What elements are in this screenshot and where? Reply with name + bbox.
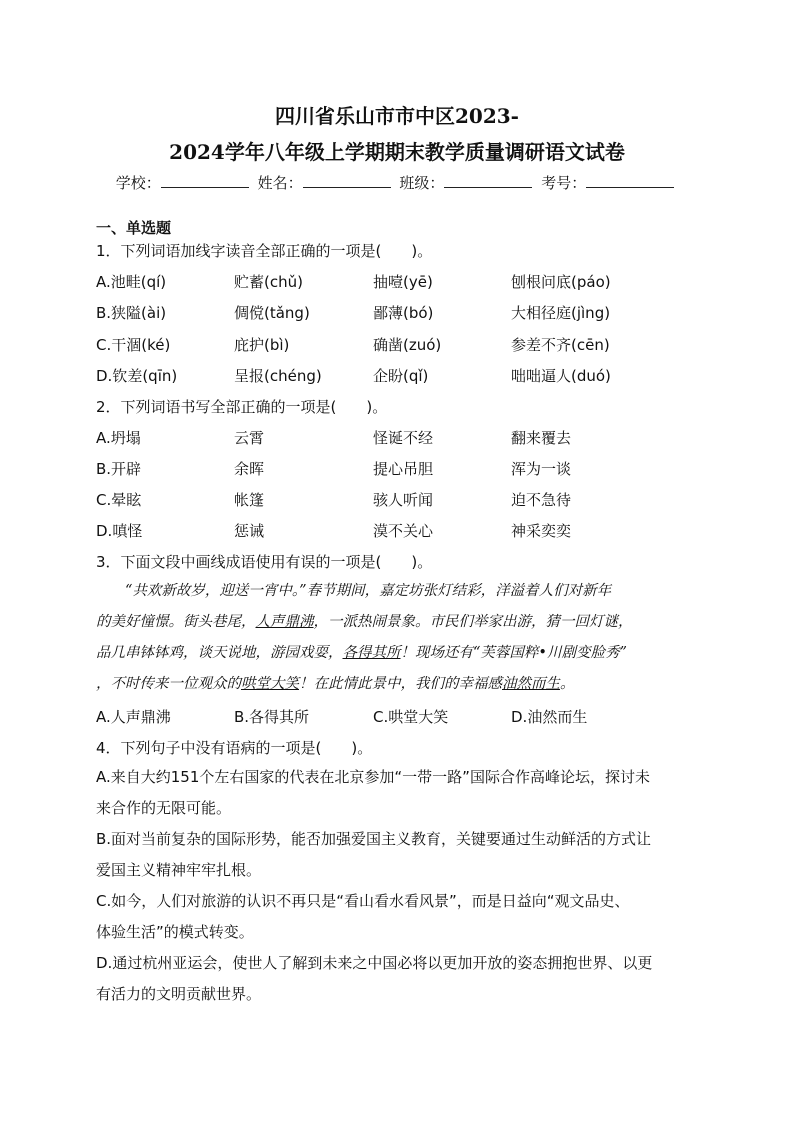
q2-b-3: 提心吊胆 [373,460,434,478]
underlined-idiom-2: 各得其所 [342,645,401,661]
q2-c-3: 骇人听闻 [373,491,434,509]
q1-b-4: 大相径庭(jìng) [511,304,611,322]
passage-text: ，一派热闹景象。市民们举家出游，猜一回灯谜， [313,614,633,630]
q1-c-2: 庇护(bì) [234,336,290,354]
exam-title-line1: 四川省乐山市市中区2023- [275,104,519,128]
q4-option-b-line2: 爱国主义精神牢牢扎根。 [96,861,262,879]
q2-a-4: 翻来覆去 [511,429,572,447]
passage-line-2 [96,607,702,638]
q1-stem: 1．下列词语加线字读音全部正确的一项是( )。 [96,242,433,260]
q4-option-c-line2: 体验生活”的模式转变。 [96,923,254,941]
passage-text: 品几串钵钵鸡，谈天说地，游园戏耍， [96,645,343,661]
q1-c-4: 参差不齐(cēn) [511,336,610,354]
passage-text: ，不时传来一位观众的 [96,676,241,692]
school-label: 学校： [115,174,161,192]
underlined-idiom-3: 哄堂大笑 [241,676,299,692]
q3-option-d: D.油然而生 [511,708,588,726]
q2-a-2: 云霄 [234,429,265,447]
class-blank[interactable] [444,173,532,188]
name-label: 姓名： [257,174,303,192]
q1-b-1: B.狭隘(ài) [96,304,167,322]
q4-option-a-line2: 来合作的无限可能。 [96,799,232,817]
q1-d-4: 咄咄逼人(duó) [511,367,611,385]
q4-option-d-line2: 有活力的文明贡献世界。 [96,985,262,1003]
name-blank[interactable] [303,173,391,188]
q4-option-a-line1: A.来自大约151个左右国家的代表在北京参加“一带一路”国际合作高峰论坛，探讨未 [96,768,650,786]
q1-c-1: C.干涸(ké) [96,336,171,354]
q1-a-2: 贮蓄(chǔ) [234,273,303,291]
q2-c-2: 帐篷 [234,491,265,509]
q2-d-3: 漠不关心 [373,522,434,540]
q4-option-c-line1: C.如今，人们对旅游的认识不再只是“看山看水看风景”，而是日益向“观文品史、 [96,892,630,910]
section-heading: 一、单选题 [96,219,172,237]
q2-c-1: C.晕眩 [96,491,142,509]
school-blank[interactable] [161,173,249,188]
q2-b-4: 浑为一谈 [511,460,572,478]
q1-b-2: 倜傥(tǎng) [234,304,310,322]
exam-no-blank[interactable] [586,173,674,188]
passage-text: 。 [560,676,575,692]
underlined-idiom-1: 人声鼎沸 [255,614,314,630]
q1-a-1: A.池畦(qí) [96,273,167,291]
q4-stem: 4．下列句子中没有语病的一项是( )。 [96,739,373,757]
passage-text: ！在此情此景中，我们的幸福感 [299,676,502,692]
q2-stem: 2．下列词语书写全部正确的一项是( )。 [96,398,388,416]
q1-d-1: D.钦差(qīn) [96,367,178,385]
q2-d-1: D.嗔怪 [96,522,143,540]
q1-d-3: 企盼(qǐ) [373,367,429,385]
underlined-idiom-4: 油然而生 [502,676,560,692]
exam-title-line2: 2024学年八年级上学期期末教学质量调研语文试卷 [169,140,625,164]
q3-option-a: A.人声鼎沸 [96,708,171,726]
q2-d-4: 神采奕奕 [511,522,572,540]
passage-line-1: “共欢新故岁，迎送一宵中。”春节期间，嘉定坊张灯结彩，洋溢着人们对新年 [125,583,612,599]
student-info-row [0,172,794,193]
q1-c-3: 确凿(zuó) [373,336,442,354]
passage-text: ！现场还有“芙蓉国粹•川剧变脸秀” [400,645,627,661]
q1-a-4: 刨根问底(páo) [511,273,611,291]
class-label: 班级： [399,174,445,192]
q2-a-3: 怪诞不经 [373,429,434,447]
q3-passage [96,576,702,700]
exam-no-label: 考号： [541,174,587,192]
q1-d-2: 呈报(chéng) [234,367,322,385]
q1-b-3: 鄙薄(bó) [373,304,434,322]
q3-stem: 3．下面文段中画线成语使用有误的一项是( )。 [96,553,433,571]
q1-a-3: 抽噎(yē) [373,273,433,291]
q2-d-2: 惩诫 [234,522,265,540]
q3-option-c: C.哄堂大笑 [373,708,449,726]
passage-text: 的美好憧憬。街头巷尾， [96,614,256,630]
q2-b-1: B.开辟 [96,460,142,478]
q3-option-b: B.各得其所 [234,708,310,726]
q2-b-2: 余晖 [234,460,265,478]
q2-a-1: A.坍塌 [96,429,141,447]
passage-line-3 [96,638,702,669]
q4-option-d-line1: D.通过杭州亚运会，使世人了解到未来之中国必将以更加开放的姿态拥抱世界、以更 [96,954,653,972]
q4-options [96,762,702,1010]
passage-line-4 [96,669,702,700]
q2-c-4: 迫不急待 [511,491,572,509]
q4-option-b-line1: B.面对当前复杂的国际形势，能否加强爱国主义教育，关键要通过生动鲜活的方式让 [96,830,652,848]
